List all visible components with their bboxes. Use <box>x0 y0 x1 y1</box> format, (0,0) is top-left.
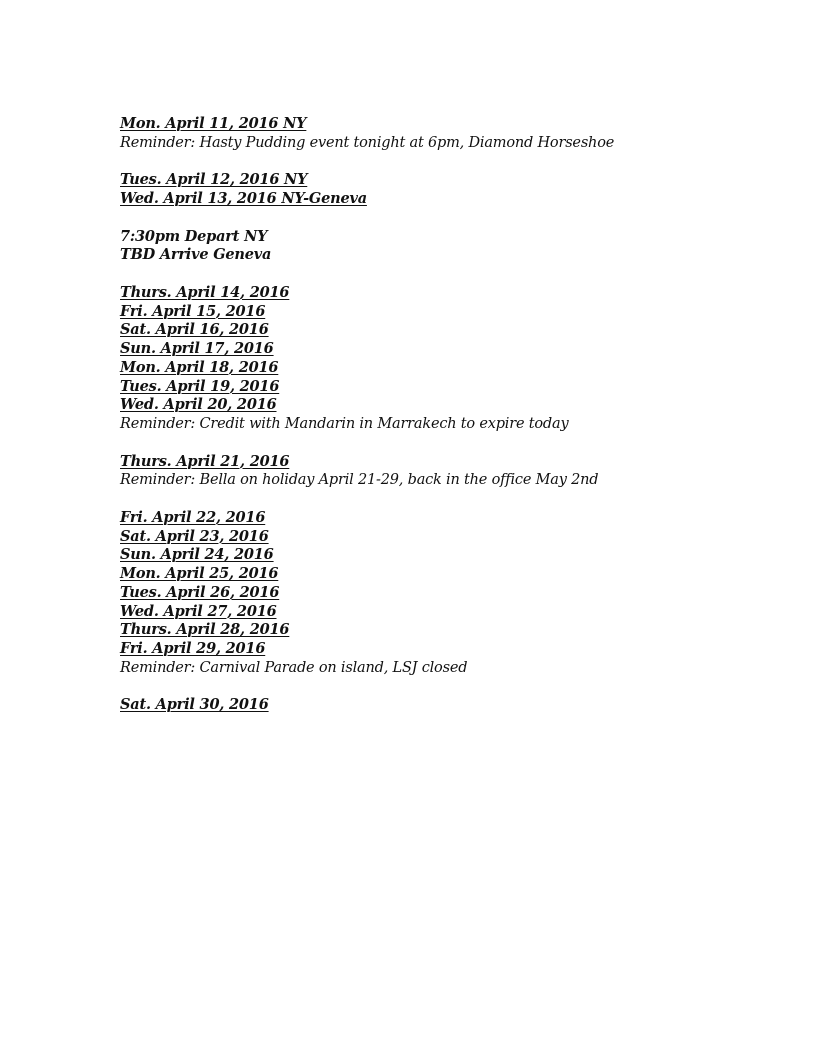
date-heading-apr-18: Mon. April 18, 2016 <box>120 358 279 376</box>
spacer <box>120 265 740 284</box>
travel-arrive: TBD Arrive Geneva <box>120 246 272 264</box>
date-heading-apr-28: Thurs. April 28, 2016 <box>120 621 290 639</box>
date-heading-apr-26: Tues. April 26, 2016 <box>120 583 280 601</box>
date-heading-apr-12: Tues. April 12, 2016 NY <box>120 171 308 189</box>
date-heading-apr-21: Thurs. April 21, 2016 <box>120 452 290 470</box>
spacer <box>120 209 740 228</box>
date-heading-apr-17: Sun. April 17, 2016 <box>120 340 274 357</box>
date-heading-apr-20: Wed. April 20, 2016 <box>120 396 277 414</box>
date-heading-apr-11: Mon. April 11, 2016 NY <box>120 115 307 132</box>
schedule-document <box>120 115 740 715</box>
date-heading-apr-16: Sat. April 16, 2016 <box>120 321 269 339</box>
date-heading-apr-19: Tues. April 19, 2016 <box>120 377 280 395</box>
date-heading-apr-15: Fri. April 15, 2016 <box>120 302 266 320</box>
date-heading-apr-25: Mon. April 25, 2016 <box>120 565 279 582</box>
travel-depart: 7:30pm Depart NY <box>120 227 268 245</box>
spacer <box>120 434 740 453</box>
spacer <box>120 153 740 172</box>
reminder-apr-11: Reminder: Hasty Pudding event tonight at 6pm, Diamond Horseshoe <box>120 134 615 151</box>
date-heading-apr-24: Sun. April 24, 2016 <box>120 546 274 564</box>
date-heading-apr-29: Fri. April 29, 2016 <box>120 640 266 657</box>
spacer <box>120 490 740 509</box>
reminder-apr-29: Reminder: Carnival Parade on island, LSJ closed <box>120 659 468 676</box>
spacer <box>120 678 740 697</box>
date-heading-apr-14: Thurs. April 14, 2016 <box>120 283 290 301</box>
date-heading-apr-13: Wed. April 13, 2016 NY-Geneva <box>120 190 367 207</box>
reminder-apr-20: Reminder: Credit with Mandarin in Marrakech to expire today <box>120 416 569 432</box>
date-heading-apr-22: Fri. April 22, 2016 <box>120 508 266 526</box>
date-heading-apr-23: Sat. April 23, 2016 <box>120 527 269 545</box>
date-heading-apr-30: Sat. April 30, 2016 <box>120 696 269 714</box>
reminder-apr-21: Reminder: Bella on holiday April 21-29, back in the office May 2nd <box>120 472 599 489</box>
date-heading-apr-27: Wed. April 27, 2016 <box>120 602 277 620</box>
